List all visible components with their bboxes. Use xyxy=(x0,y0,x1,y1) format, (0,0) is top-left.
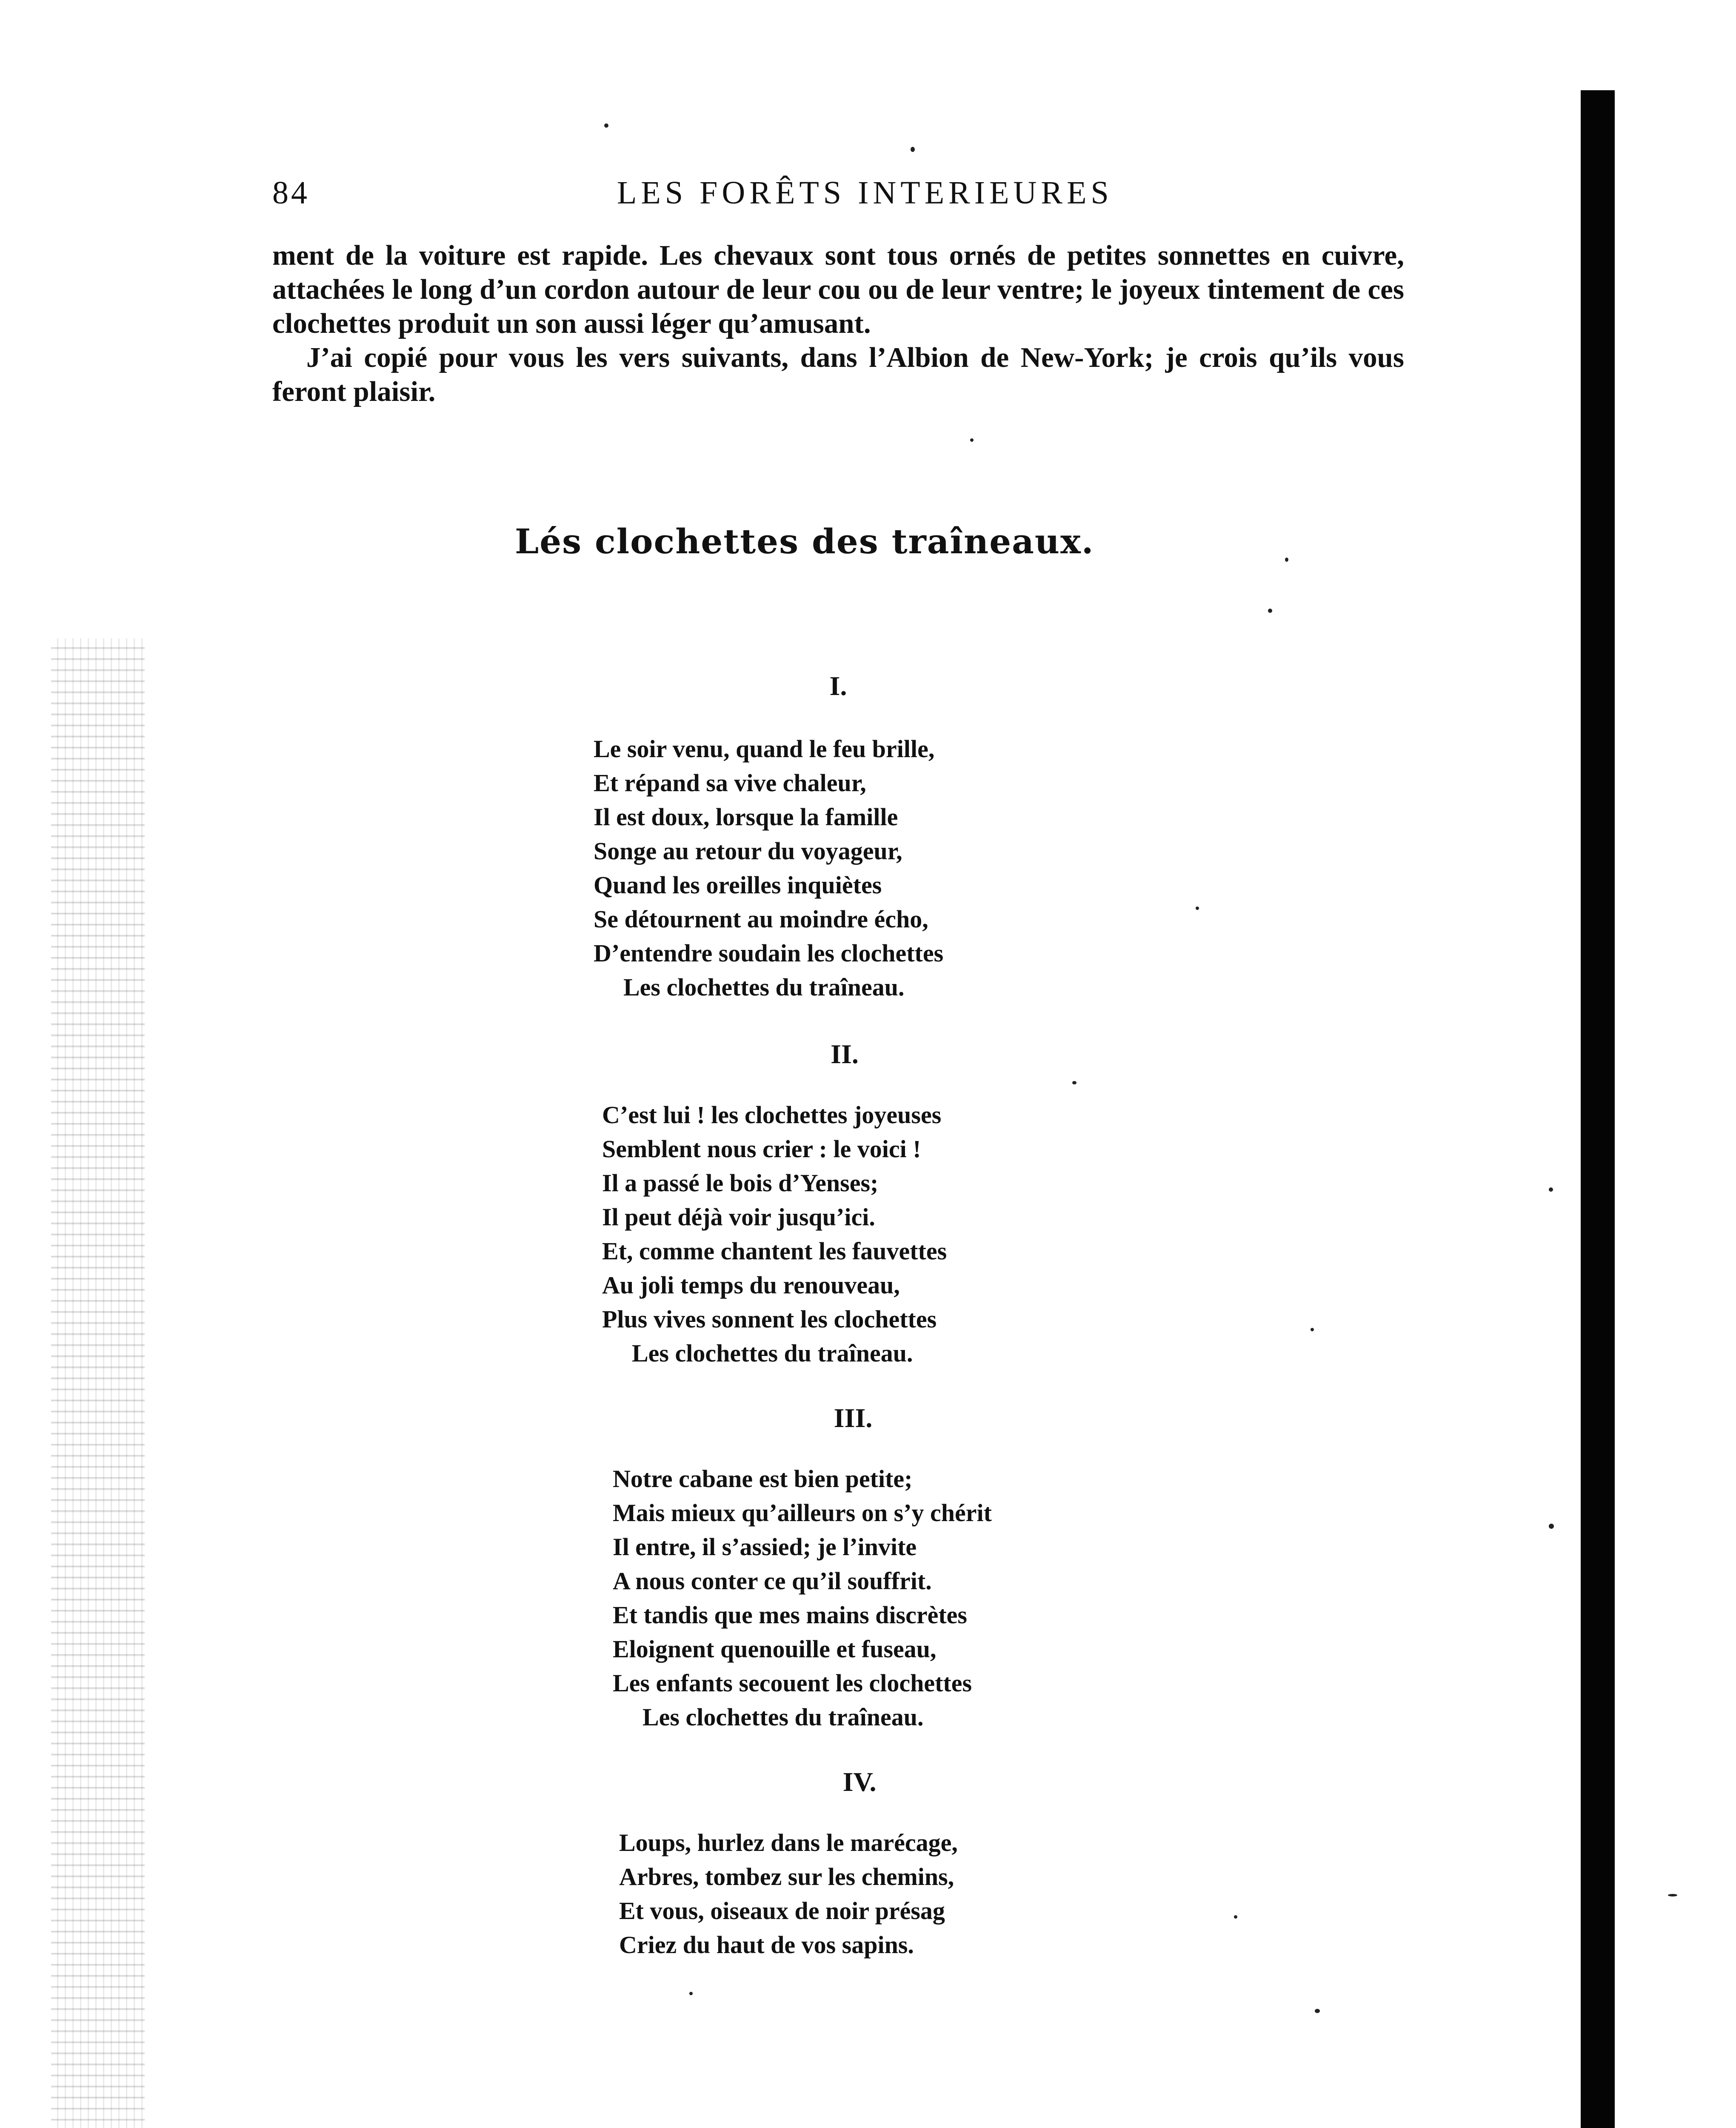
stanza-line: Criez du haut de vos sapins. xyxy=(619,1931,914,1959)
scan-speck xyxy=(970,438,974,442)
stanza-line: Quand les oreilles inquiètes xyxy=(594,871,882,899)
stanza-line: Le soir venu, quand le feu brille, xyxy=(594,735,935,763)
stanza-4 xyxy=(619,1826,1215,1962)
poem-title: Lés clochettes des traîneaux. xyxy=(515,521,1094,561)
running-title: LES FORÊTS INTERIEURES xyxy=(617,175,1113,211)
stanza-line: Au joli temps du renouveau, xyxy=(602,1271,900,1299)
stanza-line: Il entre, il s’assied; je l’invite xyxy=(613,1533,917,1561)
stanza-1 xyxy=(594,732,1189,1004)
scan-speck xyxy=(1315,2009,1320,2013)
stanza-number-1: I. xyxy=(829,671,847,701)
stanza-line: D’entendre soudain les clochettes xyxy=(594,939,944,967)
scan-speck xyxy=(604,123,608,128)
page-header xyxy=(272,174,1404,221)
stanza-line: Il a passé le bois d’Yenses; xyxy=(602,1169,879,1197)
stanza-line: Semblent nous crier : le voici ! xyxy=(602,1135,921,1163)
stanza-3 xyxy=(613,1462,1208,1734)
scan-speck xyxy=(689,1992,693,1995)
stanza-refrain: Les clochettes du traîneau. xyxy=(642,1703,924,1731)
page-number: 84 xyxy=(272,175,310,211)
stanza-line: A nous conter ce qu’il souffrit. xyxy=(613,1567,932,1595)
stanza-line: Notre cabane est bien petite; xyxy=(613,1465,913,1493)
stanza-line: Il peut déjà voir jusqu’ici. xyxy=(602,1203,875,1231)
scan-speck xyxy=(1549,1524,1554,1529)
scan-speck xyxy=(1285,558,1288,562)
scan-edge-bar xyxy=(1581,90,1615,2128)
stanza-number-4: IV. xyxy=(842,1767,877,1797)
stanza-line: Songe au retour du voyageur, xyxy=(594,837,902,865)
scan-margin-noise xyxy=(51,638,145,2128)
stanza-line: Arbres, tombez sur les chemins, xyxy=(619,1863,954,1891)
stanza-line: Il est doux, lorsque la famille xyxy=(594,803,898,831)
stanza-line: C’est lui ! les clochettes joyeuses xyxy=(602,1101,942,1129)
stanza-line: Loups, hurlez dans le marécage, xyxy=(619,1829,958,1856)
stanza-line: Et tandis que mes mains discrètes xyxy=(613,1601,967,1629)
scan-speck xyxy=(1072,1081,1076,1084)
stanza-refrain: Les clochettes du traîneau. xyxy=(623,973,905,1001)
stanza-line: Et, comme chantent les fauvettes xyxy=(602,1237,947,1265)
prose-paragraph-2: J’ai copié pour vous les vers suivants, dans l’Albion de New-York; je crois qu’ils vous feront plaisir. xyxy=(272,342,1404,407)
scan-speck xyxy=(911,147,915,152)
stanza-line: Eloignent quenouille et fuseau, xyxy=(613,1635,937,1663)
scan-speck xyxy=(1234,1915,1237,1919)
stanza-number-2: II. xyxy=(831,1039,859,1069)
stanza-line: Mais mieux qu’ailleurs on s’y chérit xyxy=(613,1499,992,1527)
prose-block xyxy=(272,238,1404,409)
stanza-line: Et vous, oiseaux de noir présag xyxy=(619,1897,945,1925)
stanza-refrain: Les clochettes du traîneau. xyxy=(632,1339,913,1367)
stanza-number-3: III. xyxy=(834,1403,873,1433)
scan-speck xyxy=(1268,609,1272,613)
scan-speck xyxy=(1549,1187,1553,1192)
scan-speck xyxy=(1668,1894,1677,1896)
prose-paragraph-1: ment de la voiture est rapide. Les chevaux sont tous ornés de petites sonnettes en cuivre, attachées le long d’un cordon autour de leur cou ou de leur ventre; le joyeux tintement de ces clochettes produit un son aussi léger qu’amusant. xyxy=(272,240,1404,339)
stanza-2 xyxy=(602,1098,1198,1370)
stanza-line: Se détournent au moindre écho, xyxy=(594,905,928,933)
scan-speck xyxy=(1311,1328,1314,1331)
stanza-line: Les enfants secouent les clochettes xyxy=(613,1669,972,1697)
stanza-line: Et répand sa vive chaleur, xyxy=(594,769,866,797)
stanza-line: Plus vives sonnent les clochettes xyxy=(602,1305,937,1333)
scan-speck xyxy=(1196,907,1199,910)
